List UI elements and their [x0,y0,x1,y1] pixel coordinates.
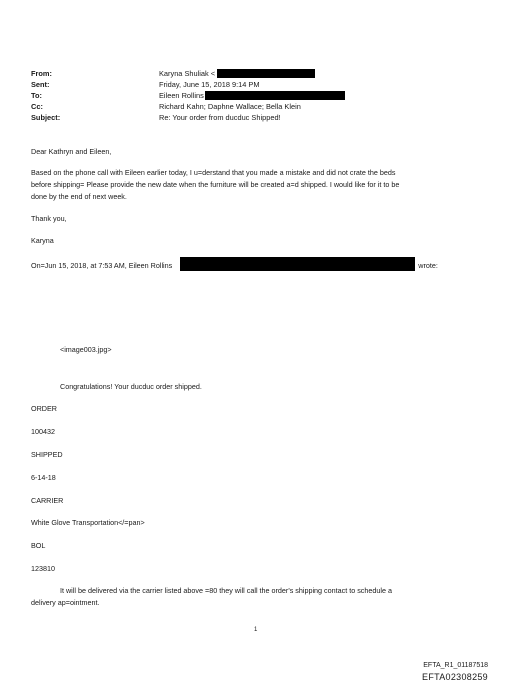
quote-header [31,257,438,272]
order-label: ORDER [31,404,57,413]
bates-ref-2: EFTA02308259 [422,672,488,682]
cc-value: Richard Kahn; Daphne Wallace; Bella Klein [159,102,301,111]
subject-label: Subject: [31,113,61,122]
cc-label: Cc: [31,102,43,111]
signature: Karyna [31,236,54,245]
bol-label: BOL [31,541,46,550]
sent-label: Sent: [31,80,50,89]
quote-suffix: wrote: [418,261,438,270]
from-value: Karyna Shuliak < [159,69,315,78]
subject-value: Re: Your order from ducduc Shipped! [159,113,281,122]
to-value: Eileen Rollins [159,91,345,100]
bol-value: 123810 [31,564,55,573]
sent-value: Friday, June 15, 2018 9:14 PM [159,80,260,89]
delivery-line: delivery ap=ointment. [31,598,100,607]
body-paragraph-line: Based on the phone call with Eileen earlier today, I u=derstand that you made a mistake and did not crate the beds [31,168,396,177]
shipped-value: 6-14-18 [31,473,56,482]
page-number: 1 [254,627,258,633]
shipped-label: SHIPPED [31,450,63,459]
carrier-label: CARRIER [31,496,64,505]
redaction-bar [217,69,315,78]
image-placeholder: <image003.jpg> [60,345,112,354]
greeting: Dear Kathryn and Eileen, [31,147,112,156]
delivery-line: It will be delivered via the carrier listed above =80 they will call the order's shipping contact to schedule a [60,586,392,595]
bates-ref-1: EFTA_R1_01187518 [423,662,488,669]
carrier-value: White Glove Transportation</=pan> [31,518,145,527]
from-label: From: [31,69,52,78]
redaction-bar [205,91,345,100]
body-paragraph-line: done by the end of next week. [31,192,127,201]
closing-thanks: Thank you, [31,214,67,223]
redaction-bar [180,257,415,271]
order-value: 100432 [31,427,55,436]
quote-prefix: On=Jun 15, 2018, at 7:53 AM, Eileen Rollins [31,261,173,270]
to-label: To: [31,91,42,100]
body-paragraph-line: before shipping= Please provide the new date when the furniture will be created a=d shipped. I would like for it to be [31,180,400,189]
congrats-line: Congratulations! Your ducduc order shipped. [60,382,202,391]
